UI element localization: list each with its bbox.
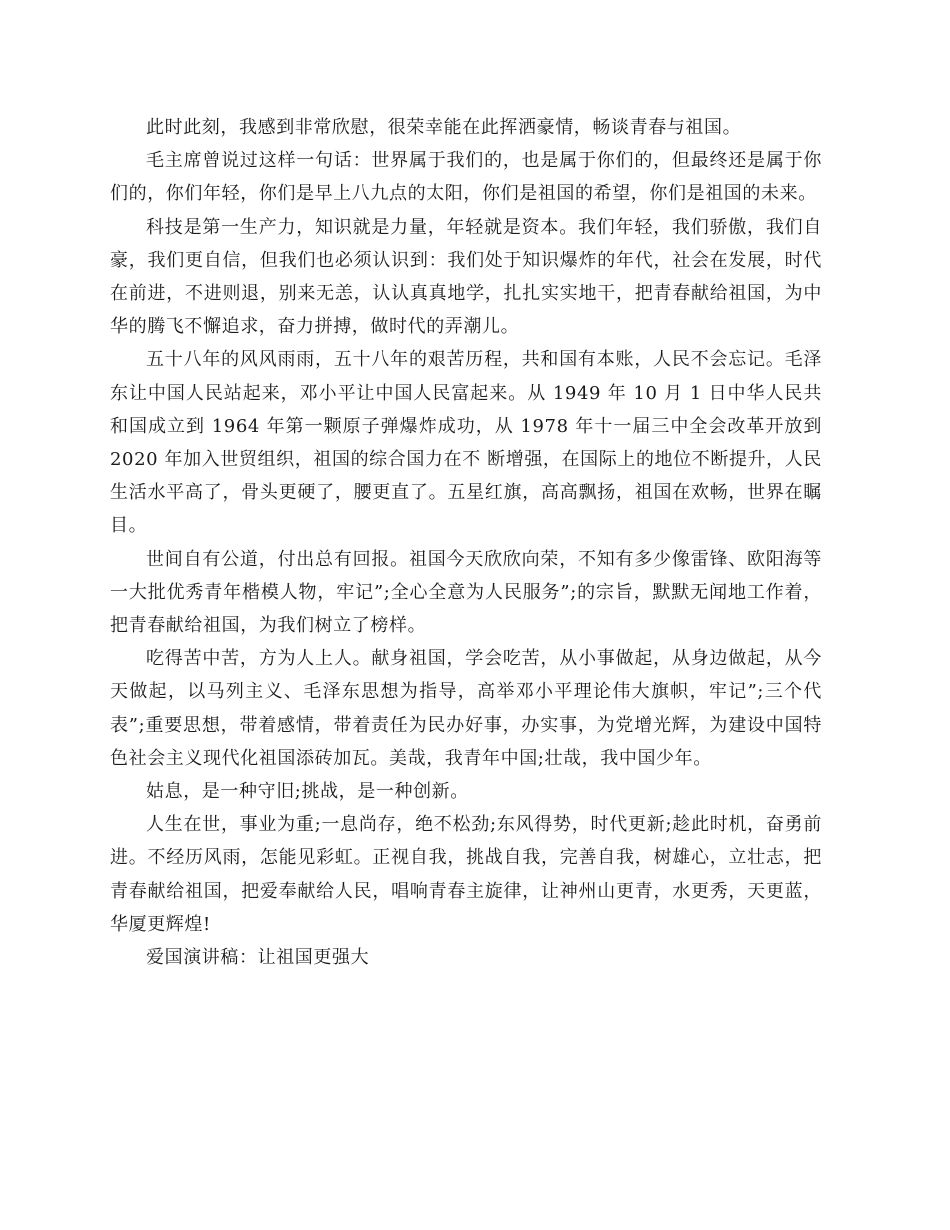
paragraph-6: 吃得苦中苦，方为人上人。献身祖国，学会吃苦，从小事做起，从身边做起，从今天做起，以马列主义、毛泽东思想为指导，高举邓小平理论伟大旗帜，牢记”;三个代表”;重要思想，带着感情，带着责任为民办好事，办实事，为党增光辉，为建设中国特色社会主义现代化祖国添砖加瓦。美哉，我青年中国;壮哉，我中国少年。 xyxy=(110,648,822,769)
paragraph-2: 毛主席曾说过这样一句话：世界属于我们的，也是属于你们的，但最终还是属于你们的，你们年轻，你们是早上八九点的太阳，你们是祖国的希望，你们是祖国的未来。 xyxy=(110,150,822,205)
paragraph-8: 人生在世，事业为重;一息尚存，绝不松劲;东风得势，时代更新;趁此时机，奋勇前进。不经历风雨，怎能见彩虹。正视自我，挑战自我，完善自我，树雄心，立壮志，把青春献给祖国，把爱奉献给人民，唱响青春主旋律，让神州山更青，水更秀，天更蓝，华厦更辉煌! xyxy=(110,814,822,935)
paragraph-5: 世间自有公道，付出总有回报。祖国今天欣欣向荣，不知有多少像雷锋、欧阳海等一大批优秀青年楷模人物，牢记”;全心全意为人民服务”;的宗旨，默默无闻地工作着，把青春献给祖国，为我们树立了榜样。 xyxy=(110,548,822,637)
section-heading: 爱国演讲稿：让祖国更强大 xyxy=(146,947,370,969)
paragraph-7: 姑息，是一种守旧;挑战，是一种创新。 xyxy=(146,781,469,803)
paragraph-4: 五十八年的风风雨雨，五十八年的艰苦历程，共和国有本账，人民不会忘记。毛泽东让中国人民站起来，邓小平让中国人民富起来。从 1949 年 10 月 1 日中华人民共和国成立到 1964 年第一颗原子弹爆炸成功，从 1978 年十一届三中全会改革开放到 2020 年加入世贸组织，祖国的综合国力在不 断增强，在国际上的地位不断提升，人民生活水平高了，骨头更硬了，腰更直了。五星红旗，高高飘扬，祖国在欢畅，世界在瞩目。 xyxy=(110,349,822,537)
paragraph-1: 此时此刻，我感到非常欣慰，很荣幸能在此挥洒豪情，畅谈青春与祖国。 xyxy=(146,117,742,138)
paragraph-3: 科技是第一生产力，知识就是力量，年轻就是资本。我们年轻，我们骄傲，我们自豪，我们更自信，但我们也必须认识到：我们处于知识爆炸的年代，社会在发展，时代在前进，不进则退，别来无恙，认认真真地学，扎扎实实地干，把青春献给祖国，为中华的腾飞不懈追求，奋力拼搏，做时代的弄潮儿。 xyxy=(110,216,822,338)
